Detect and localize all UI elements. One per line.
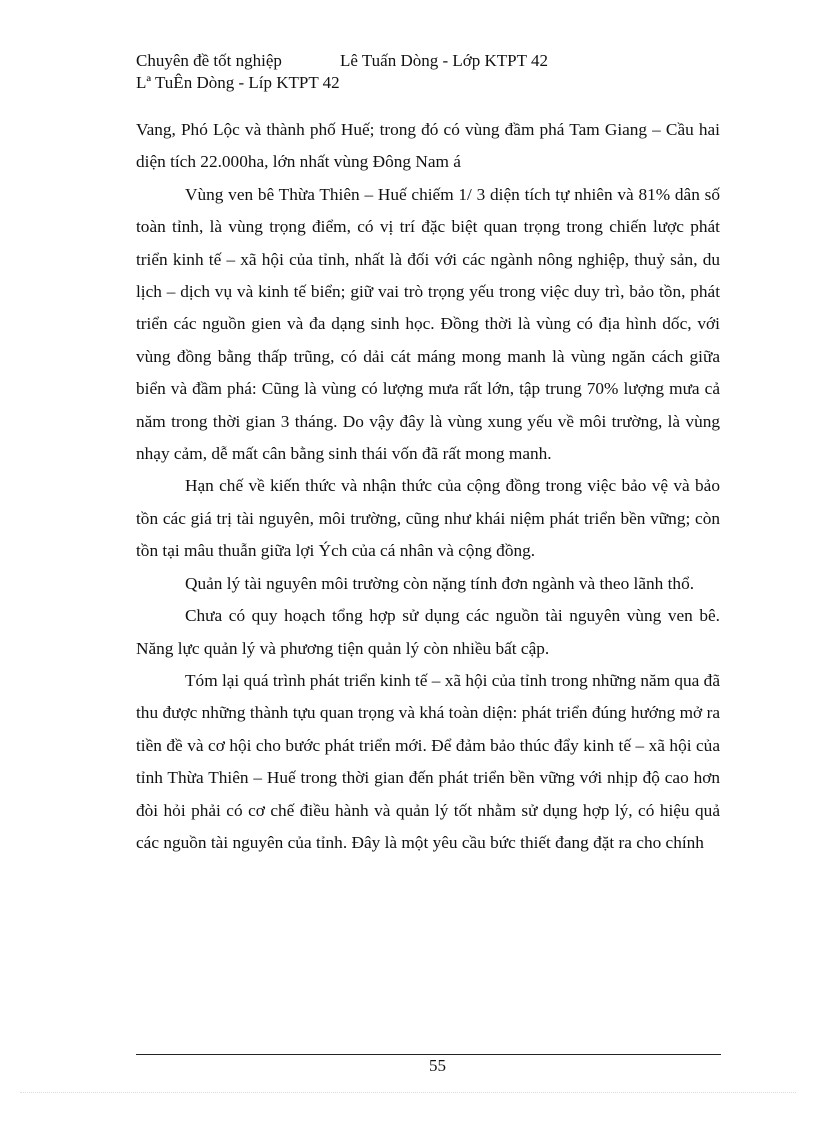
header-row bbox=[136, 50, 548, 72]
author-class: Lê Tuấn Dòng - Lớp KTPT 42 bbox=[340, 51, 548, 70]
paragraph: Hạn chế về kiến thức và nhận thức của cộng đồng trong việc bảo vệ và bảo tồn các giá trị tài nguyên, môi trường, cũng như khái niệm phát triển bền vững; còn tồn tại mâu thuẫn giữa lợi Ých của cá nhân và cộng đồng. bbox=[136, 476, 720, 561]
paragraph: Chưa có quy hoạch tổng hợp sử dụng các nguồn tài nguyên vùng ven bê. Năng lực quản lý và phương tiện quản lý còn nhiều bất cập. bbox=[136, 606, 720, 658]
document-title: Chuyên đề tốt nghiệp bbox=[136, 51, 282, 70]
footer-divider bbox=[136, 1054, 721, 1055]
paragraph: Vang, Phó Lộc và thành phố Huế; trong đó có vùng đầm phá Tam Giang – Cầu hai diện tích 22.000ha, lớn nhất vùng Đông Nam á bbox=[136, 120, 720, 172]
page-number: 55 bbox=[429, 1056, 446, 1075]
page-header bbox=[136, 50, 548, 94]
paragraph: Vùng ven bê Thừa Thiên – Huế chiếm 1/ 3 diện tích tự nhiên và 81% dân số toàn tỉnh, là vùng trọng điểm, có vị trí đặc biệt quan trọng trong chiến lược phát triển kinh tế – xã hội của tỉnh, nhất là đối với các ngành nông nghiệp, thuỷ sản, du lịch – dịch vụ và kinh tế biển; giữ vai trò trọng yếu trong việc duy trì, bảo tồn, phát triển các nguồn gien và đa dạng sinh học. Đồng thời là vùng có địa hình dốc, với vùng đồng bằng thấp trũng, có dải cát máng mong manh là vùng ngăn cách giữa biển và đầm phá: Cũng là vùng có lượng mưa rất lớn, tập trung 70% lượng mưa cả năm trong thời gian 3 tháng. Do vậy đây là vùng xung yếu về môi trường, là vùng nhạy cảm, dễ mất cân bằng sinh thái vốn đã rất mong manh. bbox=[136, 184, 720, 464]
document-body bbox=[136, 114, 720, 859]
page-bottom-dotted-line bbox=[20, 1092, 796, 1093]
author-class-garbled: Lª TuÊn Dòng - Líp KTPT 42 bbox=[136, 73, 340, 92]
paragraph: Quản lý tài nguyên môi trường còn nặng tính đơn ngành và theo lãnh thổ. bbox=[185, 573, 695, 593]
paragraph: Tóm lại quá trình phát triển kinh tế – xã hội của tỉnh trong những năm qua đã thu được những thành tựu quan trọng và khá toàn diện: phát triển đúng hướng mở ra tiền đề và cơ hội cho bước phát triển mới. Để đảm bảo thúc đẩy kinh tế – xã hội của tỉnh Thừa Thiên – Huế trong thời gian đến phát triển bền vững với nhịp độ cao hơn đòi hỏi phải có cơ chế điều hành và quản lý tốt nhằm sử dụng hợp lý, có hiệu quả các nguồn tài nguyên của tỉnh. Đây là một yêu cầu bức thiết đang đặt ra cho chính bbox=[136, 670, 720, 852]
